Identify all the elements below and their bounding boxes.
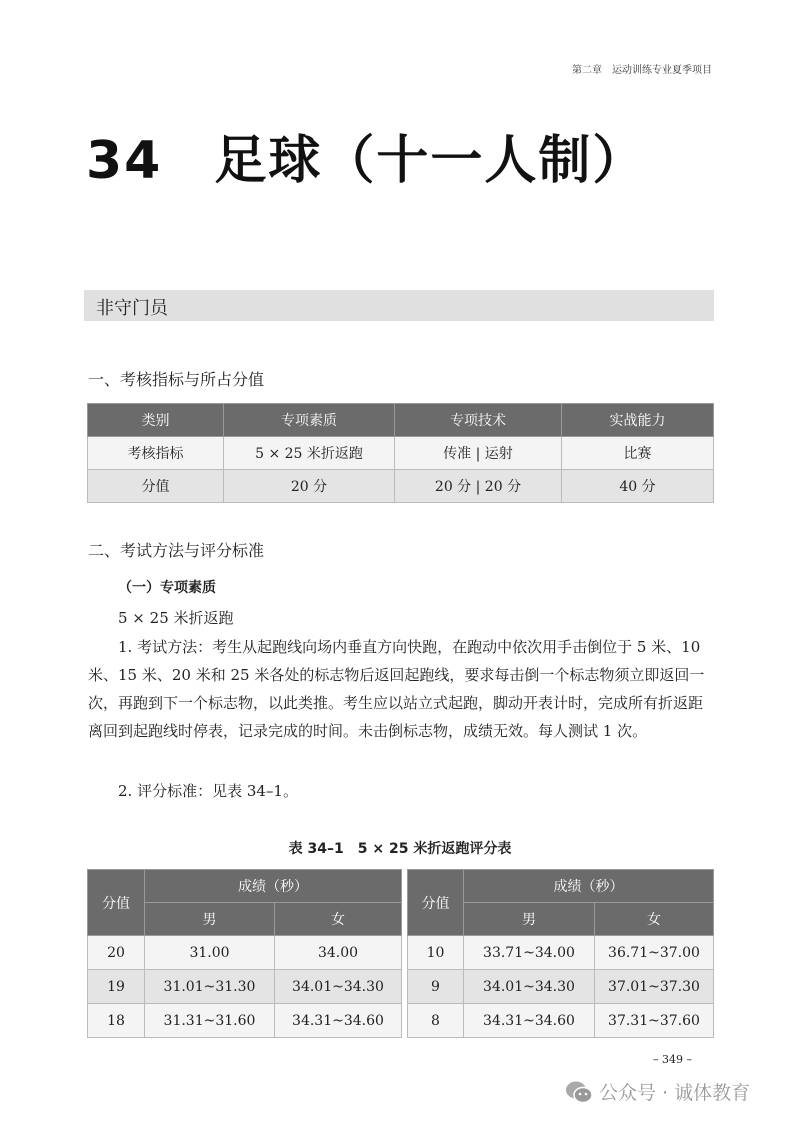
cell: 31.00 [145,936,275,970]
table-row [88,936,402,970]
cell: 37.01~37.30 [595,970,714,1004]
cell: 20 分 [224,470,395,503]
cell: 18 [88,1004,145,1038]
cell: 34.31~34.60 [464,1004,595,1038]
table-indicators [87,403,714,503]
running-head: 第二章 运动训练专业夏季项目 [572,65,712,76]
table-row [88,970,402,1004]
table-row [88,470,714,503]
cell: 9 [408,970,464,1004]
cell: 19 [88,970,145,1004]
th: 男 [464,903,595,936]
cell: 比赛 [562,437,714,470]
cell: 31.31~31.60 [145,1004,275,1038]
score-table-right [407,869,714,1038]
th: 女 [595,903,714,936]
th: 专项素质 [224,404,395,437]
table-row [88,437,714,470]
section-title: 非守门员 [96,298,168,319]
th: 分值 [408,870,464,936]
watermark-text: 公众号 · 诚体教育 [599,1082,751,1104]
page-number: – 349 – [653,1053,692,1066]
th: 成绩（秒） [145,870,402,903]
table-row [408,970,714,1004]
th: 实战能力 [562,404,714,437]
title-number: 34 [86,131,163,191]
chapter-title [86,118,646,193]
heading-2: 二、考试方法与评分标准 [88,541,265,560]
watermark [565,1078,750,1105]
th: 类别 [88,404,224,437]
heading-1: 一、考核指标与所占分值 [88,370,265,389]
cell: 8 [408,1004,464,1038]
wechat-icon [565,1080,593,1104]
cell: 20 分 | 20 分 [395,470,562,503]
cell: 传准 | 运射 [395,437,562,470]
cell: 10 [408,936,464,970]
cell: 31.01~31.30 [145,970,275,1004]
th: 成绩（秒） [464,870,714,903]
cell: 34.00 [275,936,402,970]
table-row [408,1004,714,1038]
cell: 34.01~34.30 [464,970,595,1004]
cell: 考核指标 [88,437,224,470]
cell: 5 × 25 米折返跑 [224,437,395,470]
cell: 36.71~37.00 [595,936,714,970]
cell: 20 [88,936,145,970]
score-table-left [87,869,402,1038]
subheading: （一）专项素质 [118,580,216,596]
item-title: 5 × 25 米折返跑 [118,609,234,627]
table-row [88,1004,402,1038]
section-header [84,290,714,321]
title-text: 足球（十一人制） [214,131,647,191]
cell: 33.71~34.00 [464,936,595,970]
cell: 34.01~34.30 [275,970,402,1004]
th: 女 [275,903,402,936]
cell: 40 分 [562,470,714,503]
th: 专项技术 [395,404,562,437]
th: 男 [145,903,275,936]
th: 分值 [88,870,145,936]
paragraph-method: 1. 考试方法：考生从起跑线向场内垂直方向快跑，在跑动中依次用手击倒位于 5 米、10 米、15 米、20 米和 25 米各处的标志物后返回起跑线，要求每击倒一个标志物须立即返回一次，再跑到下一个标志物，以此类推。考生应以站立式起跑，脚动开表计时，完成所有折返距离回到起跑线时停表，记录完成的时间。未击倒标志物，成绩无效。每人测试 1 次。 [88,638,705,740]
paragraph-criteria: 2. 评分标准：见表 34–1。 [118,782,298,800]
table-row [408,936,714,970]
cell: 37.31~37.60 [595,1004,714,1038]
cell: 34.31~34.60 [275,1004,402,1038]
cell: 分值 [88,470,224,503]
table-caption: 表 34–1 5 × 25 米折返跑评分表 [288,841,512,857]
